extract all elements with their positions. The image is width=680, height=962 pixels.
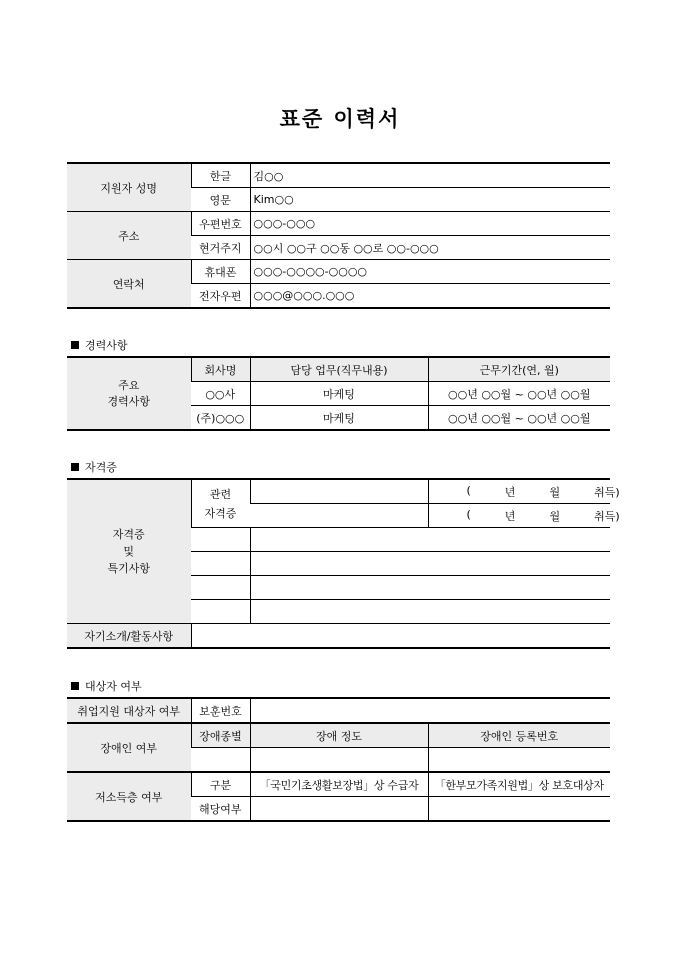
- target-section-heading: [71, 678, 142, 694]
- low-income-label: 저소득층 여부: [67, 772, 191, 821]
- disability-reg-field[interactable]: [428, 748, 610, 773]
- special-item-label-field[interactable]: [191, 576, 250, 600]
- single-parent-field[interactable]: [428, 797, 610, 822]
- veteran-no-label: 보훈번호: [191, 698, 250, 723]
- career-section-heading: [71, 337, 128, 353]
- career-header-period: 근무기간(연, 월): [428, 357, 610, 382]
- email-label: 전자우편: [191, 284, 250, 309]
- korean-label: 한글: [191, 163, 250, 188]
- applicant-name-label: 지원자 성명: [67, 163, 191, 212]
- basic-living-label: 「국민기초생활보장법」상 수급자: [250, 772, 428, 797]
- contact-label: 연락처: [67, 260, 191, 309]
- special-item-label-field[interactable]: [191, 552, 250, 576]
- career-header-duty: 담당 업무(직무내용): [250, 357, 428, 382]
- special-item-field[interactable]: [250, 600, 610, 624]
- career-table: [67, 356, 610, 431]
- acq-acquired: 취득): [594, 485, 620, 499]
- page-title: 표준 이력서: [279, 107, 401, 131]
- employment-support-label: 취업지원 대상자 여부: [67, 698, 191, 723]
- email-field[interactable]: ○○○@○○○.○○○: [250, 284, 610, 309]
- mobile-field[interactable]: ○○○-○○○○-○○○○: [250, 260, 610, 284]
- acq-acquired: 취득): [594, 509, 620, 523]
- mobile-label: 휴대폰: [191, 260, 250, 284]
- acq-open: (: [466, 507, 471, 521]
- intro-field[interactable]: [191, 624, 610, 649]
- related-cert-label: 관련 자격증: [191, 479, 250, 528]
- career-duty-field[interactable]: 마케팅: [250, 406, 428, 431]
- acq-open: (: [466, 483, 471, 497]
- cert-section-title: 자격증: [85, 461, 117, 474]
- square-bullet-icon: [71, 463, 79, 471]
- english-name-field[interactable]: Kim○○: [250, 188, 610, 212]
- applicable-label: 해당여부: [191, 797, 250, 822]
- category-label: 구분: [191, 772, 250, 797]
- disability-degree-field[interactable]: [250, 748, 428, 773]
- cert-name-field[interactable]: [250, 479, 428, 504]
- acq-month: 월: [549, 485, 561, 499]
- disability-type-header: 장애종별: [191, 723, 250, 748]
- postal-label: 우편번호: [191, 212, 250, 236]
- special-item-field[interactable]: [250, 528, 610, 552]
- disability-type-field[interactable]: [191, 748, 250, 773]
- career-company-field[interactable]: ○○사: [191, 382, 250, 406]
- special-item-label-field[interactable]: [191, 600, 250, 624]
- cert-table: [67, 478, 620, 649]
- career-duty-field[interactable]: 마케팅: [250, 382, 428, 406]
- cert-row-label: 자격증 및 특기사항: [67, 479, 191, 624]
- career-period-field[interactable]: ○○년 ○○월 ~ ○○년 ○○월: [428, 406, 610, 431]
- career-header-company: 회사명: [191, 357, 250, 382]
- english-label: 영문: [191, 188, 250, 212]
- single-parent-label: 「한부모가족지원법」상 보호대상자: [428, 772, 610, 797]
- career-period-field[interactable]: ○○년 ○○월 ~ ○○년 ○○월: [428, 382, 610, 406]
- cert-acquired-field[interactable]: [428, 479, 620, 504]
- special-item-label-field[interactable]: [191, 528, 250, 552]
- postal-field[interactable]: ○○○-○○○: [250, 212, 610, 236]
- square-bullet-icon: [71, 682, 79, 690]
- disabled-label: 장애인 여부: [67, 723, 191, 772]
- cert-acquired-field[interactable]: [428, 504, 620, 528]
- korean-name-field[interactable]: 김○○: [250, 163, 610, 188]
- disability-reg-header: 장애인 등록번호: [428, 723, 610, 748]
- veteran-no-field[interactable]: [250, 698, 610, 723]
- target-table: [67, 697, 610, 822]
- applicant-table: [67, 162, 610, 309]
- cert-name-field[interactable]: [250, 504, 428, 528]
- special-item-field[interactable]: [250, 576, 610, 600]
- cert-section-heading: [71, 459, 117, 475]
- acq-year: 년: [504, 485, 516, 499]
- square-bullet-icon: [71, 341, 79, 349]
- special-item-field[interactable]: [250, 552, 610, 576]
- basic-living-field[interactable]: [250, 797, 428, 822]
- address-label: 주소: [67, 212, 191, 260]
- disability-degree-header: 장애 정도: [250, 723, 428, 748]
- target-section-title: 대상자 여부: [85, 680, 142, 693]
- current-address-field[interactable]: ○○시 ○○구 ○○동 ○○로 ○○-○○○: [250, 236, 610, 260]
- career-company-field[interactable]: (주)○○○: [191, 406, 250, 431]
- intro-label: 자기소개/활동사항: [67, 624, 191, 649]
- career-row-label: 주요 경력사항: [67, 357, 191, 430]
- acq-month: 월: [549, 509, 561, 523]
- current-address-label: 현거주지: [191, 236, 250, 260]
- career-section-title: 경력사항: [85, 339, 128, 352]
- acq-year: 년: [504, 509, 516, 523]
